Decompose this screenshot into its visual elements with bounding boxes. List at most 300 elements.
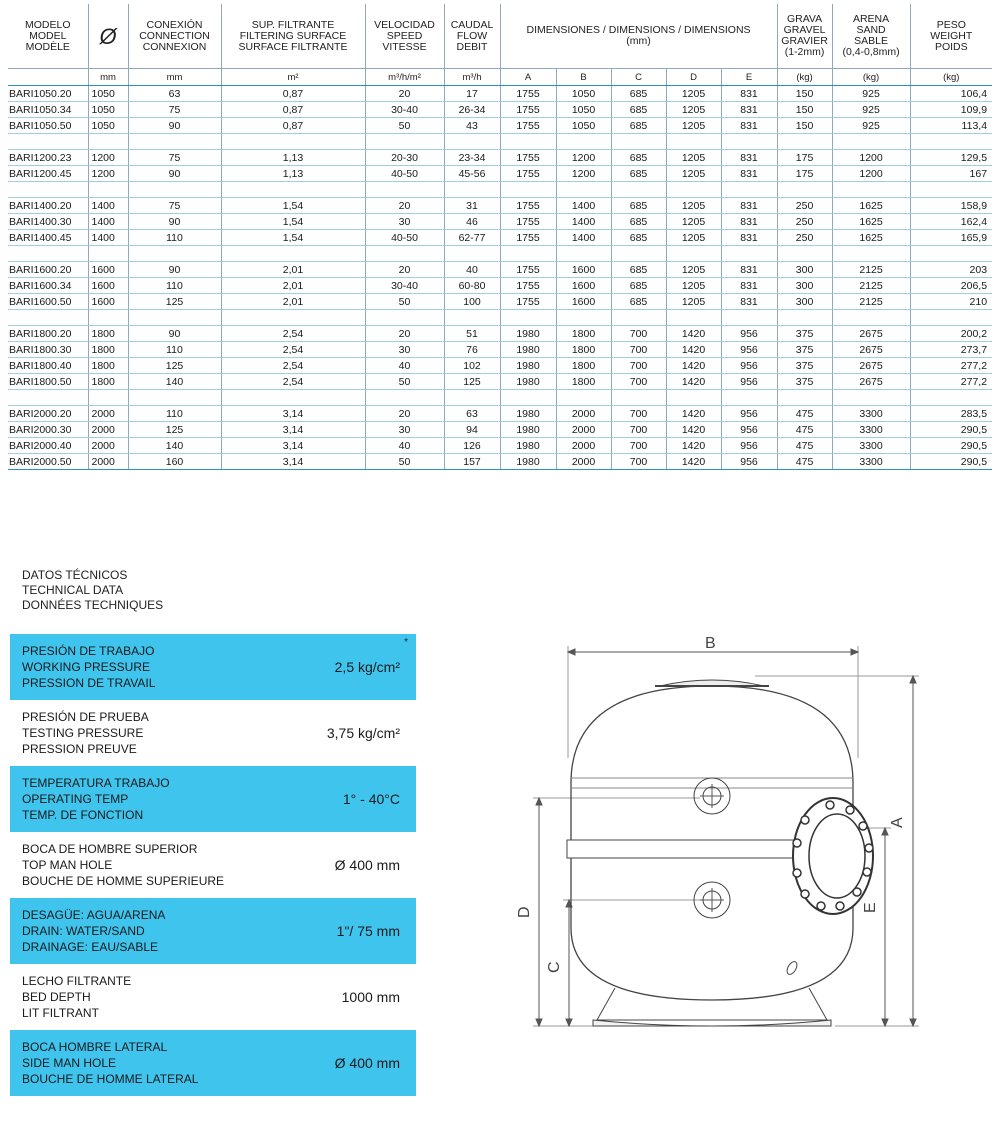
base-stand <box>597 988 827 1020</box>
table-cell: 700 <box>611 326 666 342</box>
tech-data-value: 1° - 40°C <box>342 791 400 807</box>
table-row <box>8 342 992 358</box>
table-cell: 831 <box>721 86 777 102</box>
table-cell: 50 <box>365 374 444 390</box>
table-cell: 2125 <box>832 294 910 310</box>
col-sand-header: ARENA SAND SABLE (0,4-0,8mm) <box>832 4 910 69</box>
table-cell: 1050 <box>88 118 128 134</box>
table-cell: 2000 <box>88 406 128 422</box>
table-cell: 1,13 <box>221 166 365 182</box>
table-cell: 831 <box>721 214 777 230</box>
table-cell: 175 <box>777 150 832 166</box>
table-cell: 40 <box>365 358 444 374</box>
table-cell: 40-50 <box>365 230 444 246</box>
table-cell: 685 <box>611 102 666 118</box>
table-cell: 110 <box>128 230 221 246</box>
table-cell: 1420 <box>666 406 721 422</box>
table-cell: 277,2 <box>910 374 992 390</box>
tech-data-value: 3,75 kg/cm² <box>326 725 400 741</box>
table-cell: 925 <box>832 118 910 134</box>
table-cell: 0,87 <box>221 86 365 102</box>
table-cell: 1205 <box>666 262 721 278</box>
table-row <box>8 198 992 214</box>
table-cell: 831 <box>721 150 777 166</box>
table-cell: BARI1050.34 <box>8 102 88 118</box>
table-cell: 831 <box>721 118 777 134</box>
table-cell: 40 <box>444 262 500 278</box>
table-cell: 956 <box>721 374 777 390</box>
table-cell: 0,87 <box>221 102 365 118</box>
unit-cell: C <box>611 69 666 86</box>
table-cell: 1200 <box>556 166 611 182</box>
table-cell: 1625 <box>832 214 910 230</box>
table-cell: 700 <box>611 374 666 390</box>
table-cell: 1600 <box>88 278 128 294</box>
table-cell: 1755 <box>500 118 556 134</box>
table-cell: BARI1400.30 <box>8 214 88 230</box>
table-cell: 110 <box>128 342 221 358</box>
table-cell: 160 <box>128 454 221 470</box>
table-cell: 1205 <box>666 86 721 102</box>
table-cell: 277,2 <box>910 358 992 374</box>
table-cell: 700 <box>611 342 666 358</box>
table-cell: 63 <box>444 406 500 422</box>
table-cell: 165,9 <box>910 230 992 246</box>
table-cell: 75 <box>128 150 221 166</box>
col-gravel-header: GRAVA GRAVEL GRAVIER (1-2mm) <box>777 4 832 69</box>
table-row <box>8 150 992 166</box>
table-cell: 167 <box>910 166 992 182</box>
table-cell: 206,5 <box>910 278 992 294</box>
table-cell: 1,54 <box>221 230 365 246</box>
table-cell: 1205 <box>666 150 721 166</box>
table-cell: 30-40 <box>365 102 444 118</box>
table-cell: 1205 <box>666 278 721 294</box>
table-cell: 157 <box>444 454 500 470</box>
table-cell: 925 <box>832 86 910 102</box>
table-cell: 1980 <box>500 374 556 390</box>
table-cell: 17 <box>444 86 500 102</box>
table-cell: 956 <box>721 342 777 358</box>
table-cell: 1050 <box>88 102 128 118</box>
table-cell: 375 <box>777 342 832 358</box>
table-cell: 700 <box>611 438 666 454</box>
table-cell: 26-34 <box>444 102 500 118</box>
group-spacer-row <box>8 310 992 326</box>
table-row <box>8 278 992 294</box>
table-cell: BARI1050.50 <box>8 118 88 134</box>
spec-table <box>8 4 992 470</box>
unit-cell: (kg) <box>777 69 832 86</box>
col-diameter-header: Ø <box>88 4 128 69</box>
table-cell: 90 <box>128 166 221 182</box>
table-row <box>8 118 992 134</box>
table-cell: 51 <box>444 326 500 342</box>
table-cell: 150 <box>777 86 832 102</box>
tech-data-labels: BOCA HOMBRE LATERAL SIDE MAN HOLE BOUCHE DE HOMME LATERAL <box>22 1040 199 1086</box>
table-row <box>8 374 992 390</box>
table-cell: 113,4 <box>910 118 992 134</box>
table-cell: 290,5 <box>910 454 992 470</box>
table-cell: 2000 <box>556 422 611 438</box>
unit-cell: A <box>500 69 556 86</box>
table-cell: 1400 <box>88 198 128 214</box>
table-cell: 2,54 <box>221 358 365 374</box>
table-cell: 685 <box>611 230 666 246</box>
table-cell: 475 <box>777 406 832 422</box>
table-cell: 475 <box>777 454 832 470</box>
table-cell: BARI1800.40 <box>8 358 88 374</box>
unit-cell: E <box>721 69 777 86</box>
table-cell: 94 <box>444 422 500 438</box>
table-row <box>8 406 992 422</box>
table-cell: 475 <box>777 422 832 438</box>
table-cell: 1755 <box>500 166 556 182</box>
table-cell: 162,4 <box>910 214 992 230</box>
table-cell: 30 <box>365 422 444 438</box>
table-row <box>8 86 992 102</box>
table-cell: 1050 <box>88 86 128 102</box>
footnote-mark: * <box>404 637 408 648</box>
table-cell: 60-80 <box>444 278 500 294</box>
table-cell: 1205 <box>666 118 721 134</box>
tech-data-row <box>10 832 416 898</box>
table-cell: 1200 <box>88 166 128 182</box>
table-cell: 1755 <box>500 278 556 294</box>
unit-cell: (kg) <box>832 69 910 86</box>
table-cell: 200,2 <box>910 326 992 342</box>
table-cell: 1400 <box>556 198 611 214</box>
table-cell: 700 <box>611 422 666 438</box>
table-cell: 1400 <box>88 230 128 246</box>
table-cell: 1625 <box>832 198 910 214</box>
table-cell: 3,14 <box>221 422 365 438</box>
table-cell: 2000 <box>556 438 611 454</box>
filter-technical-drawing <box>505 628 935 1048</box>
col-model-header: MODELO MODEL MODÈLE <box>8 4 88 69</box>
table-cell: 1200 <box>832 166 910 182</box>
unit-cell: (kg) <box>910 69 992 86</box>
table-cell: 1980 <box>500 406 556 422</box>
table-cell: 250 <box>777 214 832 230</box>
table-cell: 20 <box>365 326 444 342</box>
table-cell: 1980 <box>500 342 556 358</box>
table-row <box>8 102 992 118</box>
unit-cell: B <box>556 69 611 86</box>
table-cell: 1755 <box>500 150 556 166</box>
table-cell: 375 <box>777 358 832 374</box>
table-cell: BARI1400.45 <box>8 230 88 246</box>
table-cell: 210 <box>910 294 992 310</box>
table-cell: 2,01 <box>221 262 365 278</box>
table-cell: BARI1200.23 <box>8 150 88 166</box>
table-cell: 90 <box>128 326 221 342</box>
tech-data-labels: DESAGÜE: AGUA/ARENA DRAIN: WATER/SAND DRAINAGE: EAU/SABLE <box>22 908 166 954</box>
table-cell: 685 <box>611 294 666 310</box>
table-cell: 1800 <box>88 374 128 390</box>
dim-label-e: E <box>862 902 879 913</box>
col-connection-header: CONEXIÓN CONNECTION CONNEXION <box>128 4 221 69</box>
table-cell: 125 <box>128 358 221 374</box>
table-cell: 1755 <box>500 262 556 278</box>
tech-data-row <box>10 700 416 766</box>
table-cell: 45-56 <box>444 166 500 182</box>
table-cell: 1755 <box>500 230 556 246</box>
tech-data-row <box>10 634 416 700</box>
table-cell: 1050 <box>556 102 611 118</box>
table-cell: 956 <box>721 358 777 374</box>
table-cell: 2000 <box>556 454 611 470</box>
table-cell: 1400 <box>556 230 611 246</box>
table-cell: 50 <box>365 454 444 470</box>
table-cell: 1980 <box>500 454 556 470</box>
table-row <box>8 358 992 374</box>
table-cell: 1200 <box>88 150 128 166</box>
upper-flange <box>694 778 730 814</box>
table-cell: 956 <box>721 438 777 454</box>
table-cell: 2000 <box>88 454 128 470</box>
table-row <box>8 438 992 454</box>
dim-label-d: D <box>516 906 533 918</box>
table-cell: 956 <box>721 422 777 438</box>
table-cell: 831 <box>721 198 777 214</box>
table-cell: BARI2000.50 <box>8 454 88 470</box>
tech-data-value: 1000 mm <box>341 989 400 1005</box>
col-speed-header: VELOCIDAD SPEED VITESSE <box>365 4 444 69</box>
col-surface-header: SUP. FILTRANTE FILTERING SURFACE SURFACE FILTRANTE <box>221 4 365 69</box>
dim-label-b: B <box>705 635 716 652</box>
table-cell: 3300 <box>832 422 910 438</box>
table-cell: 685 <box>611 86 666 102</box>
table-cell: 1420 <box>666 454 721 470</box>
table-cell: 50 <box>365 118 444 134</box>
table-cell: 90 <box>128 118 221 134</box>
table-cell: 1755 <box>500 86 556 102</box>
table-cell: 3,14 <box>221 438 365 454</box>
tech-data-list <box>10 634 416 1096</box>
group-spacer-row <box>8 246 992 262</box>
table-cell: BARI1400.20 <box>8 198 88 214</box>
table-cell: 956 <box>721 326 777 342</box>
table-cell: 75 <box>128 102 221 118</box>
table-cell: 20 <box>365 86 444 102</box>
table-cell: 2675 <box>832 374 910 390</box>
table-cell: 925 <box>832 102 910 118</box>
table-cell: 1050 <box>556 86 611 102</box>
table-cell: BARI1600.20 <box>8 262 88 278</box>
table-cell: 1,13 <box>221 150 365 166</box>
table-cell: 250 <box>777 198 832 214</box>
table-cell: 1205 <box>666 294 721 310</box>
heading-fr: DONNÉES TECHNIQUES <box>22 598 164 612</box>
tech-data-row <box>10 898 416 964</box>
table-cell: 100 <box>444 294 500 310</box>
table-cell: 475 <box>777 438 832 454</box>
table-cell: 150 <box>777 118 832 134</box>
table-cell: 1205 <box>666 230 721 246</box>
tech-data-row <box>10 964 416 1030</box>
table-cell: 2125 <box>832 262 910 278</box>
table-cell: 300 <box>777 278 832 294</box>
group-spacer-row <box>8 182 992 198</box>
table-cell: 50 <box>365 294 444 310</box>
table-cell: 1980 <box>500 358 556 374</box>
table-cell: 1800 <box>556 326 611 342</box>
table-cell: 1205 <box>666 214 721 230</box>
table-cell: 90 <box>128 214 221 230</box>
table-cell: 1205 <box>666 198 721 214</box>
table-cell: 700 <box>611 406 666 422</box>
table-cell: 20 <box>365 262 444 278</box>
table-cell: 40-50 <box>365 166 444 182</box>
table-cell: 290,5 <box>910 422 992 438</box>
tech-data-labels: LECHO FILTRANTE BED DEPTH LIT FILTRANT <box>22 974 132 1020</box>
table-cell: 110 <box>128 278 221 294</box>
table-cell: 1420 <box>666 438 721 454</box>
unit-cell: m³/h <box>444 69 500 86</box>
table-cell: 1755 <box>500 198 556 214</box>
table-cell: 2675 <box>832 358 910 374</box>
table-cell: 2675 <box>832 326 910 342</box>
table-cell: 1980 <box>500 422 556 438</box>
table-cell: 685 <box>611 198 666 214</box>
table-cell: 685 <box>611 214 666 230</box>
table-cell: 1755 <box>500 214 556 230</box>
table-cell: BARI2000.40 <box>8 438 88 454</box>
table-cell: 1,54 <box>221 198 365 214</box>
table-cell: 1755 <box>500 294 556 310</box>
table-cell: 90 <box>128 262 221 278</box>
table-cell: 250 <box>777 230 832 246</box>
tech-data-labels: PRESIÓN DE TRABAJO WORKING PRESSURE PRESSION DE TRAVAIL <box>22 644 156 690</box>
table-cell: 1800 <box>556 358 611 374</box>
table-cell: 1800 <box>556 342 611 358</box>
table-cell: 150 <box>777 102 832 118</box>
table-cell: 2,54 <box>221 326 365 342</box>
side-manhole <box>793 798 873 914</box>
table-cell: 273,7 <box>910 342 992 358</box>
col-weight-header: PESO WEIGHT POIDS <box>910 4 992 69</box>
table-cell: 109,9 <box>910 102 992 118</box>
table-cell: 31 <box>444 198 500 214</box>
dim-label-c: C <box>546 961 563 973</box>
table-cell: 126 <box>444 438 500 454</box>
table-cell: 75 <box>128 198 221 214</box>
tech-data-value: Ø 400 mm <box>334 857 400 873</box>
table-cell: 158,9 <box>910 198 992 214</box>
table-cell: 1600 <box>556 294 611 310</box>
table-cell: 700 <box>611 358 666 374</box>
group-spacer-row <box>8 134 992 150</box>
table-cell: 3300 <box>832 438 910 454</box>
table-cell: 831 <box>721 166 777 182</box>
table-row <box>8 294 992 310</box>
table-cell: 685 <box>611 278 666 294</box>
table-cell: 831 <box>721 102 777 118</box>
table-cell: 1980 <box>500 438 556 454</box>
table-cell: 43 <box>444 118 500 134</box>
table-cell: 1400 <box>88 214 128 230</box>
table-cell: 283,5 <box>910 406 992 422</box>
heading-es: DATOS TÉCNICOS <box>22 568 128 582</box>
table-cell: 685 <box>611 150 666 166</box>
table-cell: 62-77 <box>444 230 500 246</box>
dim-label-a: A <box>889 817 906 828</box>
table-row <box>8 422 992 438</box>
table-cell: 175 <box>777 166 832 182</box>
tech-data-row <box>10 1030 416 1096</box>
table-cell: 30 <box>365 342 444 358</box>
table-cell: 3,14 <box>221 454 365 470</box>
table-cell: 831 <box>721 230 777 246</box>
unit-cell <box>8 69 88 86</box>
table-cell: 1420 <box>666 374 721 390</box>
tech-data-row <box>10 766 416 832</box>
table-cell: 1420 <box>666 422 721 438</box>
table-row <box>8 230 992 246</box>
table-cell: 1800 <box>88 326 128 342</box>
tech-data-labels: PRESIÓN DE PRUEBA TESTING PRESSURE PRESSION PREUVE <box>22 710 149 756</box>
table-cell: 2675 <box>832 342 910 358</box>
table-cell: 1600 <box>556 278 611 294</box>
table-cell: 2,54 <box>221 374 365 390</box>
table-cell: 1600 <box>556 262 611 278</box>
table-cell: 375 <box>777 326 832 342</box>
unit-cell: D <box>666 69 721 86</box>
table-cell: 1400 <box>556 214 611 230</box>
table-cell: 831 <box>721 294 777 310</box>
table-cell: 685 <box>611 166 666 182</box>
table-cell: 46 <box>444 214 500 230</box>
table-cell: 110 <box>128 406 221 422</box>
table-cell: 1800 <box>88 342 128 358</box>
table-cell: 1050 <box>556 118 611 134</box>
table-cell: BARI1800.30 <box>8 342 88 358</box>
table-cell: 300 <box>777 262 832 278</box>
table-cell: BARI1600.34 <box>8 278 88 294</box>
table-cell: 140 <box>128 374 221 390</box>
table-cell: 290,5 <box>910 438 992 454</box>
table-cell: 1200 <box>556 150 611 166</box>
table-cell: 125 <box>444 374 500 390</box>
table-cell: 1205 <box>666 102 721 118</box>
group-spacer-row <box>8 390 992 406</box>
table-cell: 1800 <box>88 358 128 374</box>
table-row <box>8 326 992 342</box>
table-cell: 2000 <box>556 406 611 422</box>
table-cell: 30-40 <box>365 278 444 294</box>
heading-en: TECHNICAL DATA <box>22 583 124 597</box>
table-cell: 1600 <box>88 294 128 310</box>
table-cell: 2,54 <box>221 342 365 358</box>
table-cell: 956 <box>721 406 777 422</box>
table-cell: 76 <box>444 342 500 358</box>
table-cell: 300 <box>777 294 832 310</box>
tech-data-labels: BOCA DE HOMBRE SUPERIOR TOP MAN HOLE BOUCHE DE HOMME SUPERIEURE <box>22 842 225 888</box>
unit-cell: mm <box>128 69 221 86</box>
table-cell: 1205 <box>666 166 721 182</box>
col-flow-header: CAUDAL FLOW DEBIT <box>444 4 500 69</box>
table-row <box>8 454 992 470</box>
table-cell: BARI2000.30 <box>8 422 88 438</box>
table-cell: 125 <box>128 422 221 438</box>
tech-data-heading <box>22 568 163 613</box>
table-cell: 956 <box>721 454 777 470</box>
unit-cell: m² <box>221 69 365 86</box>
table-cell: 3300 <box>832 454 910 470</box>
table-cell: BARI1600.50 <box>8 294 88 310</box>
table-row <box>8 166 992 182</box>
